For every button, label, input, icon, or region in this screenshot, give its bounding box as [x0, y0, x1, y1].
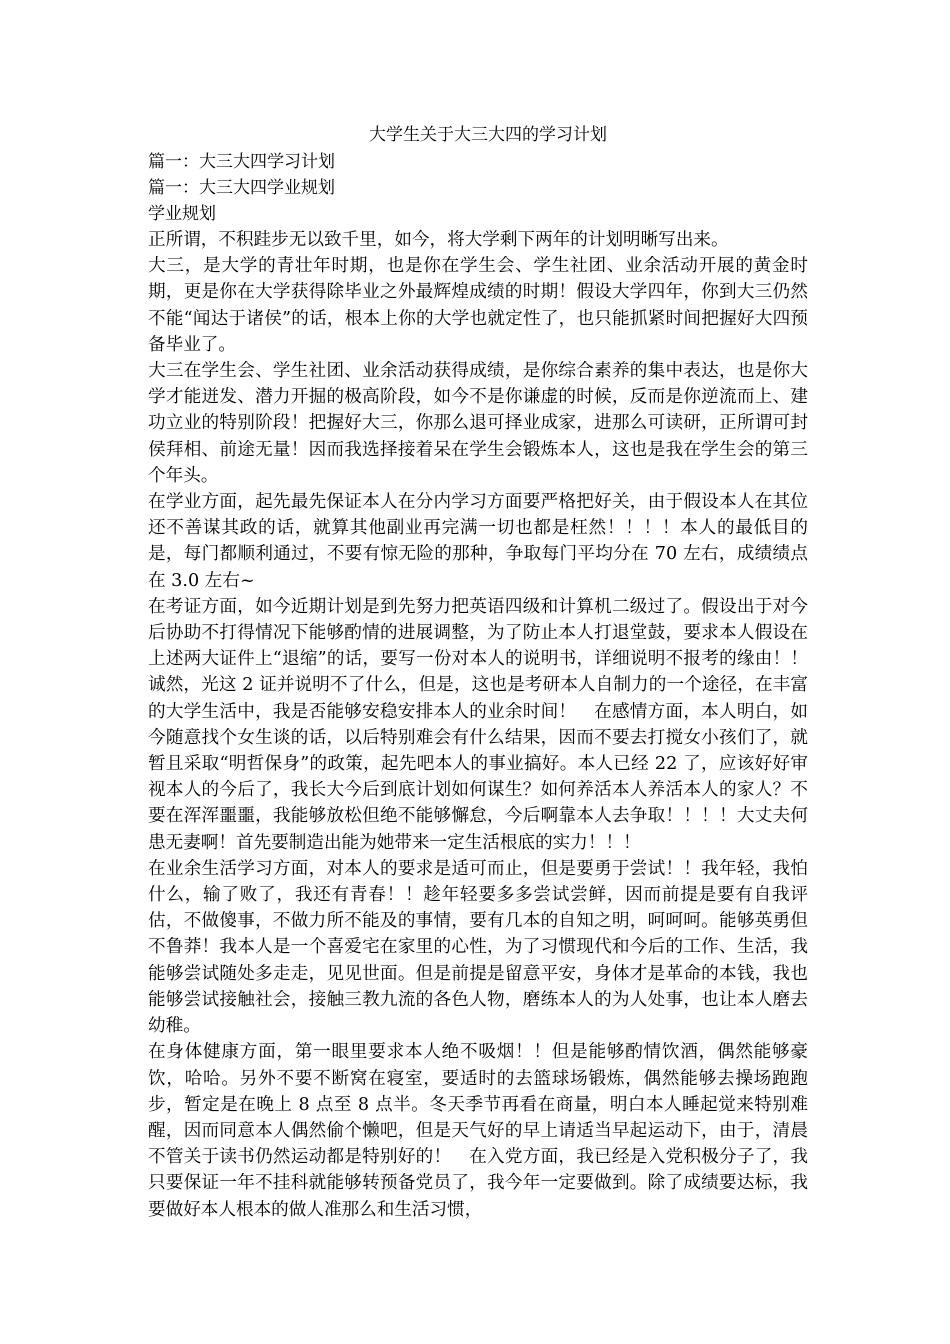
body-paragraph: 在业余生活学习方面，对本人的要求是适可而止，但是要勇于尝试！！我年轻，我怕什么，输了败了，我还有青春！！趁年轻要多多尝试尝鲜，因而前提是要有自我评估，不做傻事，不做力所不能及的事情，要有几本的自知之明，呵呵呵。能够英勇但不鲁莽！我本人是一个喜爱宅在家里的心性，为了习惯现代和今后的工作、生活，我能够尝试随处多走走，见见世面。但是前提是留意平安，身体才是革命的本钱，我也能够尝试接触社会，接触三教九流的各色人物，磨练本人的为人处事，也让本人磨去幼稚。 [148, 858, 808, 1037]
body-paragraph: 在学业方面，起先最先保证本人在分内学习方面要严格把好关，由于假设本人在其位还不善谋其政的话，就算其他副业再完满一切也都是枉然！！！！本人的最低目的是，每门都顺利通过，不要有惊无险的那种，争取每门平均分在 70 左右，成绩绩点在 3.0 左右~ [148, 492, 808, 591]
body-paragraph: 大三，是大学的青壮年时期，也是你在学生会、学生社团、业余活动开展的黄金时期，更是你在大学获得除毕业之外最辉煌成绩的时期！假设大学四年，你到大三仍然不能“闻达于诸侯”的话，根本上你的大学也就定性了，也只能抓紧时间把握好大四预备毕业了。 [148, 256, 808, 355]
section-heading: 篇一：大三大四学业规划 [148, 178, 335, 198]
body-paragraph: 大三在学生会、学生社团、业余活动获得成绩，是你综合素养的集中表达，也是你大学才能迸发、潜力开掘的极高阶段，如今不是你谦虚的时候，反而是你逆流而上、建功立业的特别阶段！把握好大三，你那么退可择业成家，进那么可读研，正所谓可封侯拜相、前途无量！因而我选择接着呆在学生会锻炼本人，这也是我在学生会的第三个年头。 [148, 361, 808, 486]
document-page [148, 122, 808, 1223]
body-paragraph: 在考证方面，如今近期计划是到先努力把英语四级和计算机二级过了。假设出于对今后协助不打得情况下能够酌情的进展调整，为了防止本人打退堂鼓，要求本人假设在上述两大证件上“退缩”的话，要写一份对本人的说明书，详细说明不报考的缘由！！诚然，光这 2 证并说明不了什么，但是，这也是考研本人自制力的一个途径，在丰富的大学生活中，我是否能够安稳安排本人的业余时间！ 在感情方面，本人明白，如今随意找个女生谈的话，以后特别难会有什么结果，因而不要去打搅女小孩们了，就暂且采取“明哲保身”的政策，起先吧本人的事业搞好。本人已经 22 了，应该好好审视本人的今后了，我长大今后到底计划如何谋生？如何养活本人养活本人的家人？不要在浑浑噩噩，我能够放松但绝不能够懈怠，今后啊靠本人去争取！！！！大丈夫何患无妻啊！首先要制造出能为她带来一定生活根底的实力！！！ [148, 596, 808, 853]
body-paragraph: 正所谓，不积跬步无以致千里，如今，将大学剩下两年的计划明晰写出来。 [148, 230, 729, 250]
document-title: 大学生关于大三大四的学习计划 [369, 125, 607, 145]
body-paragraph: 在身体健康方面，第一眼里要求本人绝不吸烟！！但是能够酌情饮酒，偶然能够豪饮，哈哈。另外不要不断窝在寝室，要适时的去篮球场锻炼，偶然能够去操场跑跑步，暂定是在晚上 8 点至 8 点半。冬天季节再看在商量，明白本人睡起觉来特别难醒，因而同意本人偶然偷个懒吧，但是天气好的早上请适当早起运动下，由于，清晨不管关于读书仍然运动都是特别好的！ 在入党方面，我已经是入党积极分子了，我只要保证一年不挂科就能够转预备党员了，我今年一定要做到。除了成绩要达标，我要做好本人根本的做人准那么和生活习惯， [148, 1042, 808, 1220]
section-heading: 学业规划 [148, 204, 216, 224]
section-heading: 篇一：大三大四学习计划 [148, 152, 335, 172]
